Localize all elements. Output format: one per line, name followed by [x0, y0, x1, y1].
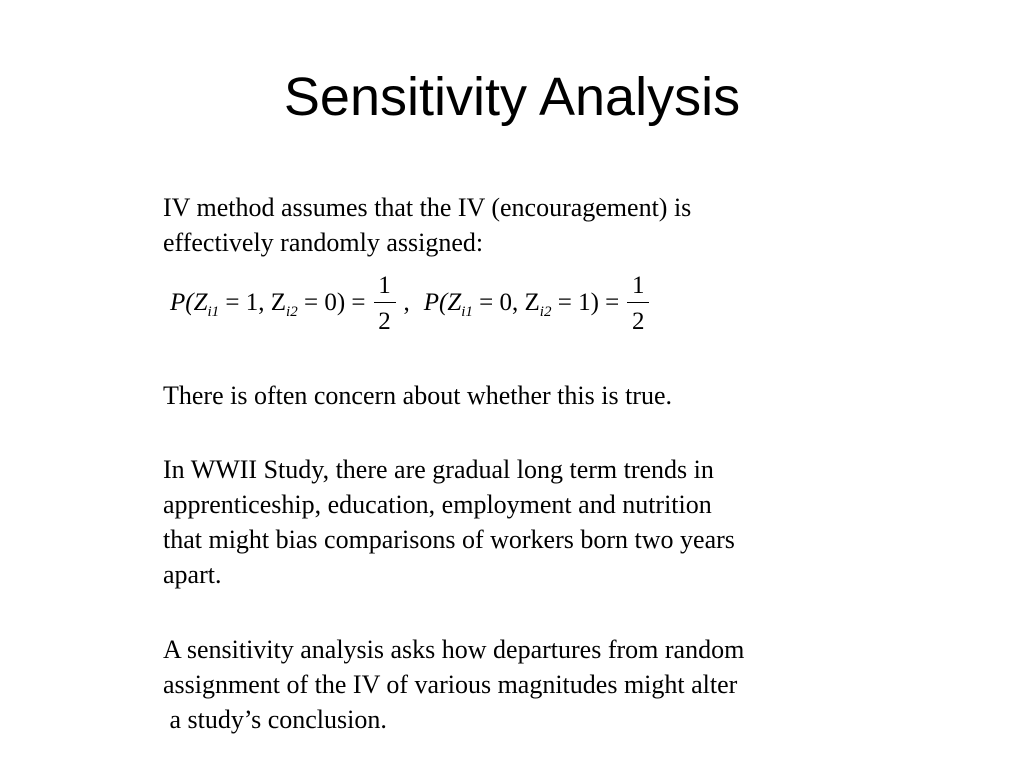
slide-title: Sensitivity Analysis [283, 67, 741, 127]
eq-suffix: = 0) = [297, 289, 366, 316]
fraction-numerator: 1 [378, 271, 391, 299]
text-line: apprenticeship, education, employment and nutrition [163, 490, 712, 519]
eq-mid: = 0, Z [472, 289, 540, 316]
equation-part-1 [170, 273, 402, 334]
paragraph-concern [163, 378, 923, 413]
text-line: a study’s conclusion. [163, 705, 387, 734]
eq-subscript: i2 [286, 304, 298, 320]
eq-subscript: i1 [207, 304, 220, 320]
fraction-one-half [627, 273, 649, 334]
equation-separator: , [403, 289, 410, 316]
paragraph-iv-assumption [163, 190, 923, 260]
eq-subscript: i1 [461, 304, 473, 320]
text-line: effectively randomly assigned: [163, 228, 484, 257]
text-line: There is often concern about whether this is true. [163, 381, 672, 410]
fraction-denominator: 2 [378, 307, 391, 335]
probability-equation [170, 262, 655, 344]
text-line: assignment of the IV of various magnitudes might alter [163, 670, 738, 699]
fraction-denominator: 2 [632, 307, 645, 335]
text-line: that might bias comparisons of workers born two years [163, 525, 735, 554]
paragraph-sensitivity-analysis [163, 632, 923, 737]
paragraph-wwii-study [163, 452, 923, 592]
equation-part-2 [424, 273, 656, 334]
eq-subscript: i2 [539, 304, 552, 320]
text-line: In WWII Study, there are gradual long term trends in [163, 455, 714, 484]
eq-suffix: = 1) = [551, 289, 620, 316]
eq-prefix: P(Z [423, 289, 462, 316]
eq-prefix: P(Z [170, 289, 208, 316]
eq-mid: = 1, Z [219, 289, 287, 316]
text-line: IV method assumes that the IV (encouragement) is [163, 193, 692, 222]
fraction-numerator: 1 [632, 271, 645, 299]
text-line: apart. [163, 560, 222, 589]
fraction-one-half [374, 273, 396, 334]
text-line: A sensitivity analysis asks how departures from random [163, 635, 745, 664]
